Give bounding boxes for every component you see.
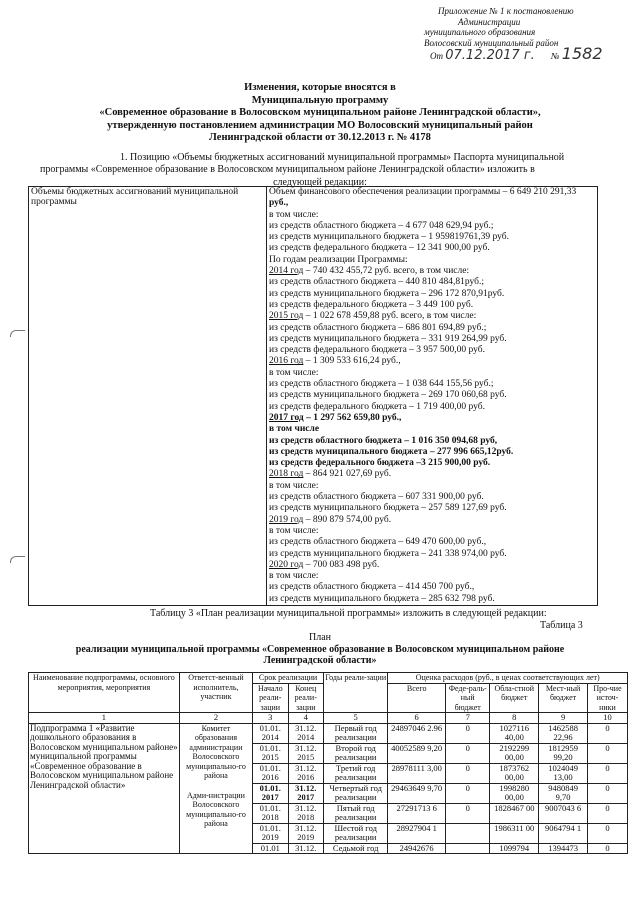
subprogram-name: Подпрограмма 1 «Развитие дошкольного образования в Волосовском муниципальном районе» муниципальной программы «Современное образование в Волосовском муниципальном районе Ленинградской области» (29, 723, 180, 854)
cell-other: 0 (587, 823, 627, 843)
cell-fed (446, 823, 490, 843)
cell-total: 29463649 9,70 (388, 783, 446, 803)
cell-other: 0 (587, 803, 627, 823)
column-number: 7 (446, 713, 490, 724)
passport-line: 2018 год – 864 921 027,69 руб. (269, 469, 392, 480)
cell-total: 27291713 6 (388, 803, 446, 823)
cell-start: 01.01. 2016 (253, 763, 288, 783)
passport-line: из средств муниципального бюджета – 277 996 665,12руб. (269, 446, 514, 457)
plan-title-line: План (308, 632, 331, 643)
header-end: Конец реали-зации (288, 683, 323, 713)
passport-line: По годам реализации Программы: (269, 254, 408, 265)
cell-start: 01.01. 2015 (253, 743, 288, 763)
cell-period: Второй год реализации (324, 743, 388, 763)
header-name: Наименование подпрограммы, основного мероприятия, мероприятия (29, 673, 180, 713)
passport-line: из средств муниципального бюджета – 285 632 798 руб. (269, 593, 495, 604)
passport-line: в том числе: (269, 525, 319, 536)
column-number: 5 (324, 713, 388, 724)
cell-mest: 1812959 99,20 (539, 743, 588, 763)
cell-start: 01.01. 2017 (253, 783, 288, 803)
heading-line: утвержденную постановлением администрации МО Волосовский муниципальный район (107, 119, 533, 131)
cell-mest: 1394473 (539, 843, 588, 854)
year-label: 2019 год (269, 514, 304, 525)
cell-obl: 1998280 00,00 (490, 783, 539, 803)
cell-total: 40052589 9,20 (388, 743, 446, 763)
header-fed: Феде-раль-ный бюджет (446, 683, 490, 713)
passport-line: 2015 год – 1 022 678 459,88 руб. всего, в том числе: (269, 311, 477, 322)
cell-obl: 1873762 00,00 (490, 763, 539, 783)
header-other: Про-чие источ-ники (587, 683, 627, 713)
cell-mest: 1462588 22,96 (539, 723, 588, 743)
column-number: 1 (29, 713, 180, 724)
passport-line: 2017 год – 1 297 562 659,80 руб., (269, 412, 402, 423)
header-obl: Обла-стной бюджет (490, 683, 539, 713)
cell-period: Третий год реализации (324, 763, 388, 783)
cell-fed: 0 (446, 743, 490, 763)
cell-period: Пятый год реализации (324, 803, 388, 823)
cell-start: 01.01 (253, 843, 288, 854)
header-term: Срок реализации (253, 673, 324, 684)
header-total: Всего (388, 683, 446, 713)
passport-line: из средств областного бюджета – 686 801 694,89 руб.; (269, 322, 487, 333)
cell-start: 01.01. 2018 (253, 803, 288, 823)
appendix-block (420, 6, 620, 62)
cell-total: 24942676 (388, 843, 446, 854)
passport-left-label: Объемы бюджетных ассигнований муниципальной программы (29, 187, 267, 606)
passport-line: из средств областного бюджета – 414 450 700 руб., (269, 582, 475, 593)
date-value: 07.12.2017 г. (445, 48, 535, 63)
cell-period: Первый год реализации (324, 723, 388, 743)
binding-mark (10, 556, 25, 563)
passport-line: Объем финансового обеспечения реализации программы – 6 649 210 291,33 (269, 187, 577, 197)
year-label: 2018 год (269, 469, 304, 480)
cell-obl: 1099794 (490, 843, 539, 854)
cell-other: 0 (587, 723, 627, 743)
cell-mest: 1024049 13,00 (539, 763, 588, 783)
header-mest: Мест-ный бюджет (539, 683, 588, 713)
passport-line: из средств муниципального бюджета – 241 338 974,00 руб. (269, 548, 507, 559)
cell-mest: 9480849 9,70 (539, 783, 588, 803)
passport-line: в том числе: (269, 367, 319, 378)
heading-line: Изменения, которые вносятся в (244, 82, 396, 93)
passport-line: из средств областного бюджета – 1 038 644 155,56 руб.; (269, 379, 494, 390)
executor-administration: Адми-нистрации Волосовского муниципально-го района (186, 790, 246, 828)
passport-line: из средств областного бюджета – 440 810 484,81руб.; (269, 277, 485, 288)
cell-end: 31.12. 2017 (288, 783, 323, 803)
passport-line: 2019 год – 890 879 574,00 руб. (269, 514, 392, 525)
passport-line: руб., (269, 198, 289, 209)
column-number: 6 (388, 713, 446, 724)
number-value: 1582 (561, 44, 603, 63)
number-prefix: № (551, 51, 560, 61)
plan-title-line: реализации муниципальной программы «Современное образование в Волосовском муниципальном районе (75, 643, 565, 655)
year-label: 2014 год (269, 266, 304, 277)
column-number: 3 (253, 713, 288, 724)
passport-line: из средств федерального бюджета – 3 957 500,00 руб. (269, 345, 485, 356)
passport-line: 2020 год – 700 083 498 руб. (269, 559, 380, 570)
passport-line: из средств муниципального бюджета – 331 919 264,99 руб. (269, 333, 507, 344)
passport-line: из средств областного бюджета – 607 331 900,00 руб. (269, 492, 484, 503)
passport-lines (269, 187, 595, 605)
date-prefix: От (430, 51, 443, 61)
plan-table-body (29, 723, 628, 854)
plan-title (0, 632, 640, 667)
executor-committee: Комитет образования администрации Волосовского муниципально-го района (186, 723, 246, 780)
passport-line: в том числе: (269, 209, 319, 220)
cell-start: 01.01. 2019 (253, 823, 288, 843)
plan-title-line: Ленинградской области» (263, 655, 377, 666)
passport-line: из средств муниципального бюджета – 296 172 870,91руб. (269, 288, 505, 299)
cell-obl: 1027116 40,00 (490, 723, 539, 743)
cell-end: 31.12. 2014 (288, 723, 323, 743)
cell-total: 28978111 3,00 (388, 763, 446, 783)
column-number: 2 (179, 713, 252, 724)
passport-line: из средств федерального бюджета – 12 341 900,00 руб. (269, 243, 490, 254)
header-exec: Ответст-венный исполнитель, участник (179, 673, 252, 713)
passport-line: в том числе (269, 424, 320, 435)
cell-mest: 9064794 1 (539, 823, 588, 843)
appendix-line: Волосовский муниципальный район (424, 37, 559, 48)
appendix-line: Приложение № 1 к постановлению (438, 6, 574, 16)
cell-other: 0 (587, 763, 627, 783)
intro-paragraph-tail: следующей редакции: (273, 177, 367, 188)
cell-total: 28927904 1 (388, 823, 446, 843)
passport-line: 2014 год – 740 432 455,72 руб. всего, в том числе: (269, 266, 470, 277)
header-years: Годы реали-зации (324, 673, 388, 713)
cell-mest: 9007043 6 (539, 803, 588, 823)
passport-line: из средств федерального бюджета – 1 719 400,00 руб. (269, 401, 485, 412)
column-number: 10 (587, 713, 627, 724)
cell-end: 31.12. 2016 (288, 763, 323, 783)
passport-line: из средств областного бюджета – 4 677 048 629,94 руб.; (269, 220, 494, 231)
column-number: 9 (539, 713, 588, 724)
intro-paragraph: 1. Позицию «Объемы бюджетных ассигнований муниципальной программы» Паспорта муниципальной программы «Современное образование в Волосовском муниципальном районе Ленинградской области» изложить в (40, 152, 565, 175)
year-label: 2017 год (269, 412, 304, 423)
cell-period: Четвертый год реализации (324, 783, 388, 803)
passport-line: из средств областного бюджета – 649 470 600,00 руб., (269, 537, 487, 548)
passport-line: из средств муниципального бюджета – 269 170 060,68 руб. (269, 390, 507, 401)
passport-line: из средств федерального бюджета –3 215 900,00 руб. (269, 458, 491, 469)
table-row (29, 723, 628, 743)
cell-end: 31.12. 2018 (288, 803, 323, 823)
table3-label: Таблица 3 (540, 620, 583, 631)
year-label: 2020 год (269, 559, 304, 570)
document-heading (0, 82, 640, 145)
header-start: Начало реали-зации (253, 683, 288, 713)
cell-fed: 0 (446, 803, 490, 823)
cell-obl: 1828467 00 (490, 803, 539, 823)
cell-start: 01.01. 2014 (253, 723, 288, 743)
passport-line: из средств областного бюджета – 1 016 350 094,68 руб, (269, 435, 498, 446)
executor-cell (179, 723, 252, 854)
passport-line: из средств муниципального бюджета – 1 959819761,39 руб. (269, 232, 510, 243)
heading-line: Муниципальную программу (251, 94, 389, 106)
binding-mark (10, 330, 25, 337)
cell-fed: 0 (446, 763, 490, 783)
passport-line: 2016 год – 1 309 533 616,24 руб., (269, 356, 401, 367)
column-number: 4 (288, 713, 323, 724)
cell-other: 0 (587, 743, 627, 763)
cell-end: 31.12. 2015 (288, 743, 323, 763)
cell-fed: 0 (446, 723, 490, 743)
passport-line: в том числе: (269, 571, 319, 582)
table3-intro: Таблицу 3 «План реализации муниципальной программы» изложить в следующей редакции: (150, 608, 547, 619)
column-number-row (29, 713, 628, 724)
cell-fed (446, 843, 490, 854)
year-label: 2015 год (269, 311, 304, 322)
heading-line: «Современное образование в Волосовском муниципальном районе Ленинградской области», (99, 107, 541, 118)
passport-line: из средств федерального бюджета – 3 449 100 руб. (269, 299, 474, 310)
appendix-line: Администрации (458, 16, 521, 27)
cell-fed: 0 (446, 783, 490, 803)
cell-end: 31.12. 2019 (288, 823, 323, 843)
cell-total: 24897046 2.96 (388, 723, 446, 743)
heading-line: Ленинградской области от 30.12.2013 г. № 4178 (209, 132, 431, 143)
cell-period: Шестой год реализации (324, 823, 388, 843)
passport-line: в том числе: (269, 480, 319, 491)
cell-period: Седьмой год (324, 843, 388, 854)
header-cost: Оценка расходов (руб., в ценах соответствующих лет) (388, 673, 628, 684)
passport-right-cell (267, 187, 598, 606)
plan-table (28, 672, 628, 854)
cell-other: 0 (587, 783, 627, 803)
year-label: 2016 год (269, 356, 304, 367)
cell-obl: 1986311 00 (490, 823, 539, 843)
passport-table (28, 186, 598, 606)
appendix-line: муниципального образования (424, 27, 536, 37)
cell-other: 0 (587, 843, 627, 854)
cell-obl: 2192299 00,00 (490, 743, 539, 763)
passport-line: из средств муниципального бюджета – 257 589 127,69 руб. (269, 503, 507, 514)
column-number: 8 (490, 713, 539, 724)
appendix-date-line (420, 44, 620, 63)
cell-end: 31.12. (288, 843, 323, 854)
